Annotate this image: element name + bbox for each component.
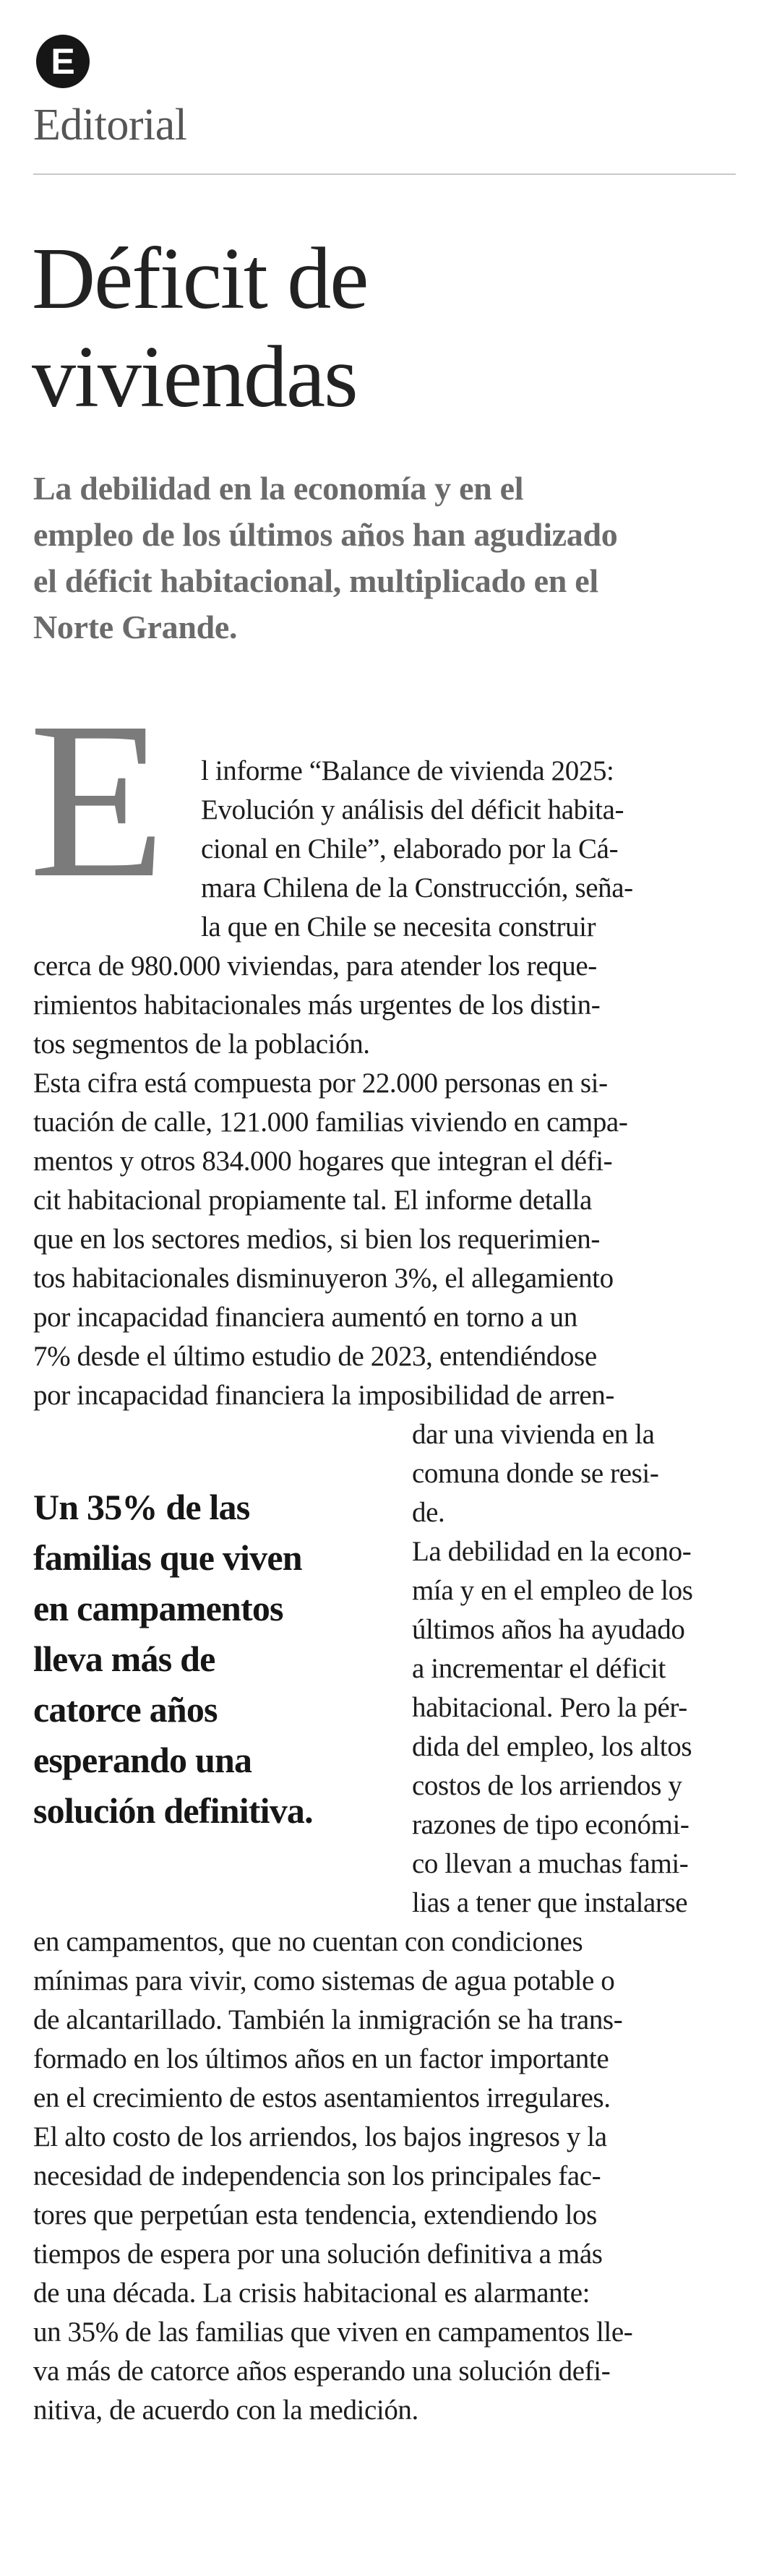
body-line: razones de tipo económi-: [412, 1809, 689, 1840]
body-line: dida del empleo, los altos: [412, 1731, 692, 1762]
body-line: de alcantarillado. También la inmigración se ha trans-: [33, 2004, 623, 2035]
body-line: El alto costo de los arriendos, los bajos ingresos y la: [33, 2121, 607, 2152]
body-line: formado en los últimos años en un factor importante: [33, 2043, 609, 2074]
body-line: costos de los arriendos y: [412, 1770, 682, 1801]
body-line: un 35% de las familias que viven en campamentos lle-: [33, 2317, 633, 2348]
body-line: va más de catorce años esperando una solución defi-: [33, 2356, 611, 2387]
body-line: necesidad de independencia son los principales fac-: [33, 2160, 601, 2191]
body-line: a incrementar el déficit: [412, 1653, 666, 1684]
body-line: cional en Chile”, elaborado por la Cá-: [201, 833, 619, 864]
body-line: mía y en el empleo de los: [412, 1575, 693, 1606]
body-line: que en los sectores medios, si bien los requerimien-: [33, 1224, 600, 1255]
body-line: Esta cifra está compuesta por 22.000 personas en si-: [33, 1068, 608, 1099]
body-line: dar una vivienda en la: [412, 1419, 655, 1450]
pull-quote-line: Un 35% de las: [33, 1487, 250, 1527]
body-line: Evolución y análisis del déficit habita-: [201, 794, 624, 825]
body-line: l informe “Balance de vivienda 2025:: [201, 755, 614, 786]
pull-quote-line: solución definitiva.: [33, 1790, 313, 1831]
body-line: La debilidad en la econo-: [412, 1536, 692, 1567]
body-line: por incapacidad financiera la imposibilidad de arren-: [33, 1380, 614, 1411]
body-line: 7% desde el último estudio de 2023, entendiéndose: [33, 1341, 597, 1372]
headline-line: Déficit de: [32, 230, 368, 327]
section-label: Editorial: [33, 100, 187, 150]
pull-quote-line: lleva más de: [33, 1639, 215, 1679]
body-line: mentos y otros 834.000 hogares que integran el défi-: [33, 1146, 613, 1177]
body-line: por incapacidad financiera aumentó en torno a un: [33, 1302, 577, 1333]
body-line: de una década. La crisis habitacional es alarmante:: [33, 2277, 590, 2309]
body-line: tiempos de espera por una solución definitiva a más: [33, 2238, 603, 2270]
body-line: en campamentos, que no cuentan con condiciones: [33, 1926, 583, 1957]
body-line: comuna donde se resi-: [412, 1458, 659, 1489]
body-line: lias a tener que instalarse: [412, 1887, 688, 1918]
body-line: tores que perpetúan esta tendencia, extendiendo los: [33, 2199, 597, 2231]
body-line: cit habitacional propiamente tal. El informe detalla: [33, 1185, 592, 1216]
deck-line: empleo de los últimos años han agudizado: [33, 516, 618, 553]
drop-cap: E: [29, 677, 166, 924]
body-line: co llevan a muchas fami-: [412, 1848, 689, 1879]
deck-line: La debilidad en la economía y en el: [33, 470, 524, 507]
body-line: tos habitacionales disminuyeron 3%, el allegamiento: [33, 1263, 614, 1294]
pull-quote-line: catorce años: [33, 1689, 218, 1730]
body-line: habitacional. Pero la pér-: [412, 1692, 687, 1723]
body-line: la que en Chile se necesita construir: [201, 911, 596, 943]
deck-line: el déficit habitacional, multiplicado en el: [33, 562, 598, 599]
body-line: en el crecimiento de estos asentamientos irregulares.: [33, 2082, 611, 2113]
pull-quote-line: familias que viven: [33, 1537, 302, 1578]
pull-quote-line: esperando una: [33, 1740, 252, 1780]
body-line: cerca de 980.000 viviendas, para atender los reque-: [33, 950, 597, 982]
section-badge: E: [36, 35, 90, 88]
body-line: últimos años ha ayudado: [412, 1614, 685, 1645]
body-line: rimientos habitacionales más urgentes de los distin-: [33, 989, 601, 1021]
pull-quote-line: en campamentos: [33, 1588, 283, 1628]
headline: [32, 230, 726, 426]
body-line: tuación de calle, 121.000 familias viviendo en campa-: [33, 1107, 628, 1138]
body-line: mara Chilena de la Construcción, seña-: [201, 872, 633, 903]
headline-line: viviendas: [32, 328, 357, 426]
deck-subtitle: [33, 465, 756, 651]
body-line: de.: [412, 1497, 445, 1528]
pull-quote: [33, 1482, 366, 1836]
body-line: mínimas para vivir, como sistemas de agua potable o: [33, 1965, 615, 1996]
deck-line: Norte Grande.: [33, 609, 238, 645]
section-divider: [33, 173, 736, 175]
body-line: nitiva, de acuerdo con la medición.: [33, 2395, 418, 2426]
body-line: tos segmentos de la población.: [33, 1029, 370, 1060]
